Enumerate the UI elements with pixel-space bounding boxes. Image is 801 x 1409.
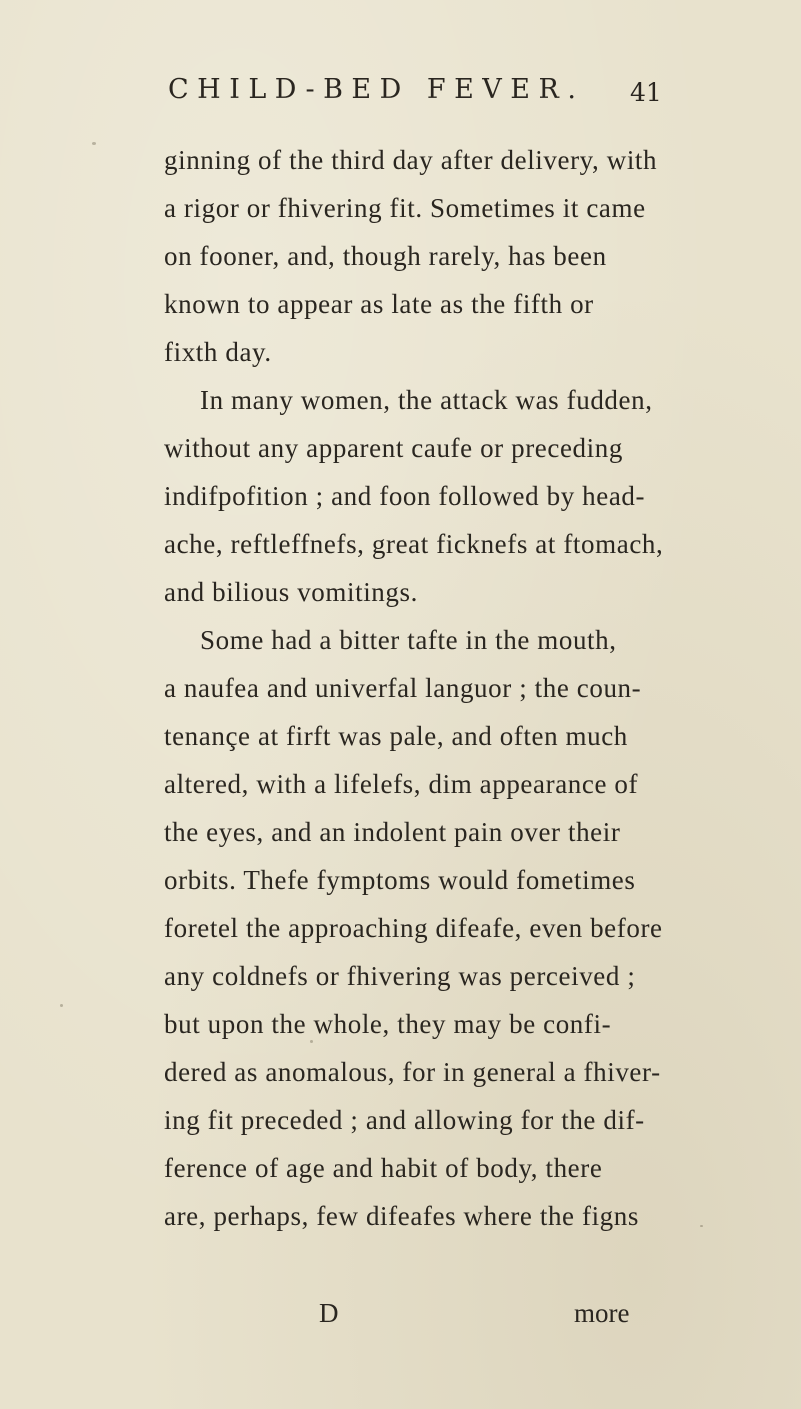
text-line: Some had a bitter tafte in the mouth, [200,625,617,655]
text-line: ginning of the third day after delivery, with [164,145,658,175]
page-number: 41 [630,78,662,107]
paper-speck [60,1004,63,1007]
text-line: known to appear as late as the fifth or [164,289,594,319]
text-line: foretel the approaching difeafe, even before [164,913,663,943]
paper-speck [310,1040,313,1043]
running-head [168,74,668,114]
page-footer [164,1298,684,1338]
text-line: In many women, the attack was fudden, [200,385,653,415]
paper-speck [700,1225,703,1227]
text-line: any coldnefs or fhivering was perceived ; [164,961,636,991]
catchword: more [574,1298,630,1328]
paper-speck [92,142,96,145]
text-line: without any apparent caufe or preceding [164,433,623,463]
running-title: CHILD-BED FEVER. [168,74,585,105]
text-line: tenançe at firft was pale, and often much [164,721,628,751]
text-line: fixth day. [164,337,272,367]
text-line: ference of age and habit of body, there [164,1153,603,1183]
text-line: on fooner, and, though rarely, has been [164,241,607,271]
text-line: orbits. Thefe fymptoms would fometimes [164,865,636,895]
text-line: a naufea and univerfal languor ; the coun- [164,673,642,703]
signature-mark: D [319,1298,339,1328]
text-line: the eyes, and an indolent pain over their [164,817,621,847]
text-line: are, perhaps, few difeafes where the figns [164,1201,639,1231]
text-line: ing fit preceded ; and allowing for the dif- [164,1105,645,1135]
text-line: dered as anomalous, for in general a fhiver- [164,1057,661,1087]
text-line: but upon the whole, they may be confi- [164,1009,612,1039]
text-line: a rigor or fhivering fit. Sometimes it came [164,193,646,223]
text-line: ache, reftleffnefs, great ficknefs at ftomach, [164,529,664,559]
text-line: and bilious vomitings. [164,577,418,607]
text-line: indifpofition ; and foon followed by head- [164,481,646,511]
text-line: altered, with a lifelefs, dim appearance of [164,769,639,799]
